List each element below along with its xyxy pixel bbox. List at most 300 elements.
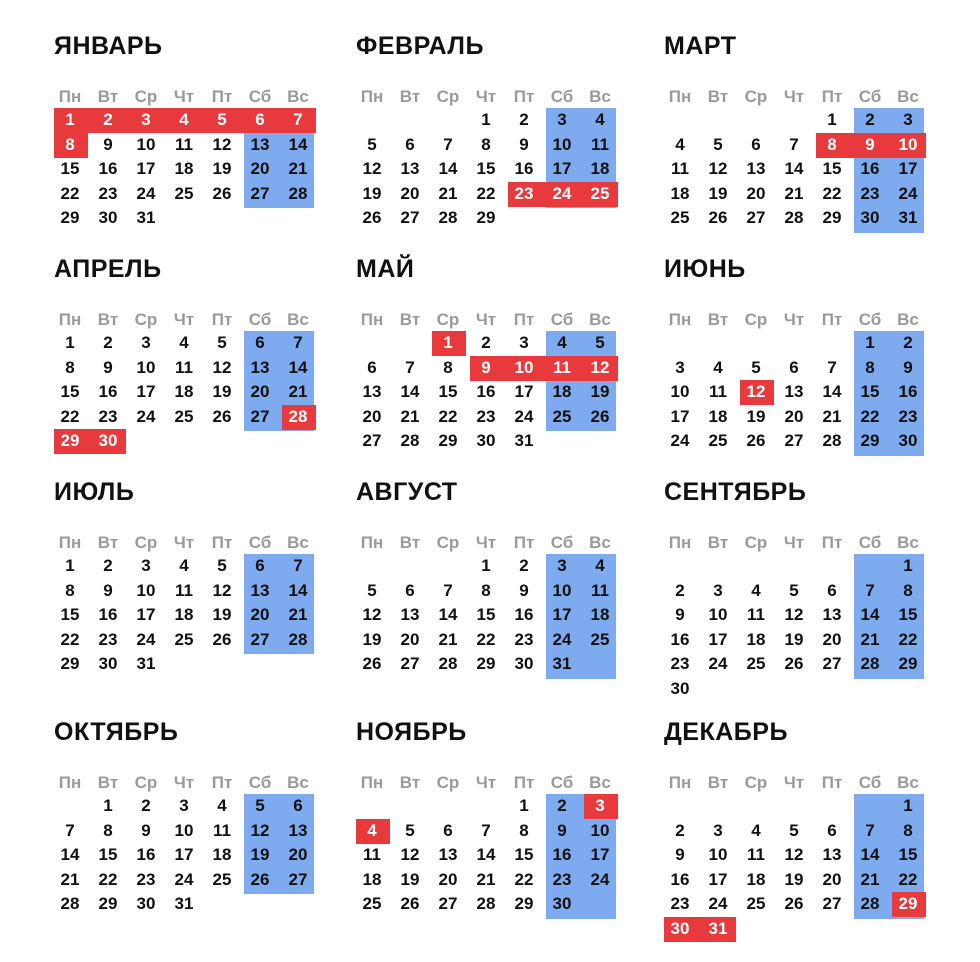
day-cell: 13 bbox=[438, 845, 458, 864]
day-cell: 27 bbox=[746, 208, 766, 227]
day-cell: 28 bbox=[400, 431, 420, 450]
day-cell: 4 bbox=[179, 556, 189, 575]
day-cell: 4 bbox=[595, 110, 605, 129]
weekday-header: Сб bbox=[550, 773, 574, 792]
weekday-header: Ср bbox=[744, 773, 768, 792]
day-cell: 16 bbox=[136, 845, 156, 864]
day-cell: 2 bbox=[557, 796, 567, 815]
day-cell: 11 bbox=[553, 357, 571, 377]
day-cell: 6 bbox=[255, 333, 265, 352]
month-grid bbox=[54, 87, 316, 262]
day-cell: 18 bbox=[552, 382, 572, 401]
day-cell: 13 bbox=[362, 382, 382, 401]
day-cell: 17 bbox=[708, 869, 728, 889]
day-cell: 11 bbox=[709, 382, 727, 401]
month-grid bbox=[664, 773, 926, 948]
month-title: ИЮНЬ bbox=[664, 255, 746, 283]
weekday-header: Пн bbox=[360, 87, 384, 106]
day-cell: 24 bbox=[174, 869, 194, 889]
weekday-header: Чт bbox=[475, 310, 497, 329]
day-cell: 31 bbox=[136, 654, 156, 673]
day-cell: 18 bbox=[746, 869, 766, 889]
day-cell: 13 bbox=[250, 134, 270, 154]
weekday-header: Сб bbox=[248, 533, 272, 552]
weekday-header: Пт bbox=[513, 773, 535, 792]
month-title: ЯНВАРЬ bbox=[54, 32, 163, 60]
day-cell: 5 bbox=[405, 820, 415, 840]
weekday-header: Чт bbox=[783, 773, 805, 792]
day-cell: 24 bbox=[898, 183, 918, 203]
day-cell: 23 bbox=[860, 183, 880, 203]
day-cell: 20 bbox=[746, 183, 766, 203]
month-8 bbox=[356, 478, 636, 708]
day-cell: 20 bbox=[438, 869, 458, 889]
day-cell: 25 bbox=[174, 629, 194, 649]
weekday-header: Пн bbox=[360, 533, 384, 552]
weekday-header: Ср bbox=[134, 310, 158, 329]
month-2 bbox=[356, 32, 636, 262]
day-cell: 10 bbox=[708, 605, 728, 624]
day-cell: 22 bbox=[60, 406, 80, 426]
day-cell: 12 bbox=[362, 605, 382, 624]
day-cell: 1 bbox=[903, 556, 913, 575]
day-cell: 22 bbox=[898, 629, 918, 649]
day-cell: 21 bbox=[784, 183, 804, 203]
day-cell: 5 bbox=[217, 556, 227, 575]
day-cell: 12 bbox=[250, 820, 270, 840]
day-cell: 21 bbox=[860, 869, 880, 889]
day-cell: 4 bbox=[713, 357, 723, 377]
day-cell: 25 bbox=[362, 894, 382, 913]
day-cell: 7 bbox=[293, 110, 303, 129]
weekday-header: Вс bbox=[589, 87, 611, 106]
day-cell: 10 bbox=[174, 820, 194, 840]
day-cell: 19 bbox=[784, 869, 804, 889]
weekday-header: Вт bbox=[97, 310, 119, 329]
day-cell: 20 bbox=[250, 159, 270, 178]
day-cell: 4 bbox=[751, 580, 761, 600]
day-cell: 4 bbox=[179, 110, 189, 129]
day-cell: 20 bbox=[822, 869, 842, 889]
day-cell: 22 bbox=[476, 183, 496, 203]
month-grid bbox=[356, 533, 618, 708]
day-cell: 9 bbox=[675, 845, 685, 864]
day-cell: 29 bbox=[60, 431, 80, 450]
day-cell: 5 bbox=[751, 357, 761, 377]
day-cell: 29 bbox=[60, 654, 80, 673]
day-cell: 14 bbox=[288, 134, 308, 154]
weekday-header: Ср bbox=[744, 533, 768, 552]
month-4 bbox=[54, 255, 334, 485]
month-title: МАЙ bbox=[356, 255, 415, 283]
day-cell: 9 bbox=[865, 134, 875, 154]
day-cell: 9 bbox=[519, 580, 529, 600]
day-cell: 25 bbox=[590, 629, 610, 649]
day-cell: 28 bbox=[60, 894, 80, 913]
day-cell: 8 bbox=[65, 357, 75, 377]
day-cell: 4 bbox=[179, 333, 189, 352]
day-cell: 26 bbox=[212, 183, 232, 203]
day-cell: 28 bbox=[860, 654, 880, 673]
day-cell: 12 bbox=[362, 159, 382, 178]
day-cell: 17 bbox=[136, 605, 156, 624]
day-cell: 7 bbox=[481, 820, 491, 840]
day-cell: 14 bbox=[784, 159, 804, 178]
day-cell: 11 bbox=[175, 357, 193, 377]
day-cell: 18 bbox=[362, 869, 382, 889]
day-cell: 15 bbox=[514, 845, 534, 864]
day-cell: 8 bbox=[827, 134, 837, 154]
day-cell: 26 bbox=[362, 208, 382, 227]
day-cell: 9 bbox=[903, 357, 913, 377]
day-cell: 9 bbox=[141, 820, 151, 840]
day-cell: 12 bbox=[746, 382, 766, 401]
month-grid bbox=[664, 87, 926, 262]
day-cell: 30 bbox=[670, 678, 690, 698]
weekday-header: Вт bbox=[399, 310, 421, 329]
day-cell: 6 bbox=[751, 134, 761, 154]
day-cell: 3 bbox=[519, 333, 529, 352]
weekday-header: Пт bbox=[513, 533, 535, 552]
day-cell: 8 bbox=[481, 134, 491, 154]
day-cell: 16 bbox=[514, 159, 534, 178]
day-cell: 28 bbox=[438, 654, 458, 673]
day-cell: 20 bbox=[250, 605, 270, 624]
day-cell: 22 bbox=[60, 629, 80, 649]
day-cell: 31 bbox=[552, 654, 572, 673]
month-title: ОКТЯБРЬ bbox=[54, 718, 179, 746]
day-cell: 20 bbox=[822, 629, 842, 649]
weekday-header: Пт bbox=[211, 773, 233, 792]
day-cell: 18 bbox=[174, 605, 194, 624]
day-cell: 7 bbox=[443, 134, 453, 154]
day-cell: 8 bbox=[103, 820, 113, 840]
day-cell: 2 bbox=[481, 333, 491, 352]
day-cell: 16 bbox=[670, 629, 690, 649]
day-cell: 6 bbox=[293, 796, 303, 815]
day-cell: 12 bbox=[708, 159, 728, 178]
day-cell: 22 bbox=[98, 869, 118, 889]
day-cell: 8 bbox=[865, 357, 875, 377]
day-cell: 15 bbox=[860, 382, 880, 401]
day-cell: 27 bbox=[288, 869, 308, 889]
day-cell: 22 bbox=[514, 869, 534, 889]
day-cell: 21 bbox=[822, 406, 842, 426]
day-cell: 9 bbox=[519, 134, 529, 154]
day-cell: 6 bbox=[255, 110, 265, 129]
day-cell: 2 bbox=[675, 580, 685, 600]
month-grid bbox=[356, 773, 618, 948]
day-cell: 24 bbox=[136, 629, 156, 649]
weekday-header: Вт bbox=[97, 533, 119, 552]
day-cell: 19 bbox=[590, 382, 610, 401]
month-grid bbox=[664, 533, 926, 708]
month-grid bbox=[356, 87, 618, 262]
day-cell: 6 bbox=[405, 580, 415, 600]
day-cell: 30 bbox=[98, 654, 118, 673]
day-cell: 15 bbox=[60, 605, 80, 624]
weekday-header: Вт bbox=[707, 87, 729, 106]
day-cell: 10 bbox=[514, 357, 534, 377]
day-cell: 20 bbox=[784, 406, 804, 426]
day-cell: 16 bbox=[552, 845, 572, 864]
month-title: ФЕВРАЛЬ bbox=[356, 32, 484, 60]
day-cell: 28 bbox=[860, 894, 880, 913]
weekday-header: Вт bbox=[97, 87, 119, 106]
day-cell: 3 bbox=[713, 820, 723, 840]
day-cell: 10 bbox=[552, 134, 572, 154]
weekday-header: Ср bbox=[744, 310, 768, 329]
weekday-header: Вс bbox=[287, 773, 309, 792]
day-cell: 25 bbox=[174, 183, 194, 203]
day-cell: 8 bbox=[519, 820, 529, 840]
day-cell: 24 bbox=[670, 431, 690, 450]
weekday-header: Пт bbox=[821, 533, 843, 552]
weekday-header: Чт bbox=[173, 773, 195, 792]
day-cell: 17 bbox=[590, 845, 610, 864]
day-cell: 5 bbox=[595, 333, 605, 352]
month-5 bbox=[356, 255, 636, 485]
weekday-header: Пн bbox=[58, 773, 82, 792]
month-grid bbox=[54, 773, 316, 948]
day-cell: 1 bbox=[903, 796, 913, 815]
day-cell: 21 bbox=[288, 605, 308, 624]
day-cell: 20 bbox=[400, 629, 420, 649]
day-cell: 24 bbox=[136, 406, 156, 426]
day-cell: 27 bbox=[822, 894, 842, 913]
day-cell: 30 bbox=[476, 431, 496, 450]
day-cell: 26 bbox=[212, 629, 232, 649]
month-10 bbox=[54, 718, 334, 948]
month-9 bbox=[664, 478, 944, 708]
day-cell: 16 bbox=[98, 605, 118, 624]
day-cell: 4 bbox=[595, 556, 605, 575]
day-cell: 17 bbox=[552, 605, 572, 624]
month-6 bbox=[664, 255, 944, 485]
day-cell: 30 bbox=[98, 208, 118, 227]
day-cell: 12 bbox=[400, 845, 420, 864]
day-cell: 15 bbox=[438, 382, 458, 401]
weekday-header: Пт bbox=[211, 87, 233, 106]
day-cell: 13 bbox=[400, 159, 420, 178]
day-cell: 23 bbox=[514, 183, 534, 203]
day-cell: 10 bbox=[708, 845, 728, 864]
month-title: НОЯБРЬ bbox=[356, 718, 467, 746]
day-cell: 14 bbox=[438, 159, 458, 178]
day-cell: 19 bbox=[708, 183, 728, 203]
day-cell: 16 bbox=[670, 869, 690, 889]
day-cell: 12 bbox=[784, 605, 804, 624]
day-cell: 12 bbox=[212, 134, 232, 154]
day-cell: 6 bbox=[255, 556, 265, 575]
day-cell: 25 bbox=[174, 406, 194, 426]
day-cell: 6 bbox=[405, 134, 415, 154]
day-cell: 16 bbox=[860, 159, 880, 178]
day-cell: 23 bbox=[98, 183, 118, 203]
day-cell: 21 bbox=[288, 159, 308, 178]
day-cell: 17 bbox=[898, 159, 918, 178]
weekday-header: Чт bbox=[475, 773, 497, 792]
day-cell: 13 bbox=[250, 357, 270, 377]
day-cell: 10 bbox=[670, 382, 690, 401]
day-cell: 23 bbox=[514, 629, 534, 649]
day-cell: 3 bbox=[179, 796, 189, 815]
day-cell: 27 bbox=[250, 629, 270, 649]
weekday-header: Вт bbox=[399, 87, 421, 106]
weekday-header: Сб bbox=[858, 773, 882, 792]
day-cell: 13 bbox=[746, 159, 766, 178]
day-cell: 17 bbox=[514, 382, 534, 401]
day-cell: 5 bbox=[789, 820, 799, 840]
day-cell: 2 bbox=[103, 333, 113, 352]
day-cell: 9 bbox=[557, 820, 567, 840]
month-grid bbox=[664, 310, 926, 485]
day-cell: 22 bbox=[438, 406, 458, 426]
day-cell: 23 bbox=[670, 894, 690, 913]
day-cell: 15 bbox=[476, 605, 496, 624]
day-cell: 18 bbox=[590, 605, 610, 624]
day-cell: 26 bbox=[590, 406, 610, 426]
day-cell: 19 bbox=[400, 869, 420, 889]
weekday-header: Сб bbox=[858, 533, 882, 552]
day-cell: 18 bbox=[590, 159, 610, 178]
day-cell: 4 bbox=[557, 333, 567, 352]
day-cell: 1 bbox=[65, 333, 75, 352]
day-cell: 5 bbox=[367, 134, 377, 154]
day-cell: 3 bbox=[713, 580, 723, 600]
day-cell: 29 bbox=[476, 208, 496, 227]
day-cell: 31 bbox=[898, 208, 918, 227]
day-cell: 4 bbox=[675, 134, 685, 154]
weekday-header: Ср bbox=[134, 773, 158, 792]
day-cell: 14 bbox=[438, 605, 458, 624]
weekday-header: Пт bbox=[821, 773, 843, 792]
day-cell: 3 bbox=[557, 110, 567, 129]
day-cell: 17 bbox=[552, 159, 572, 178]
day-cell: 27 bbox=[822, 654, 842, 673]
day-cell: 28 bbox=[288, 406, 308, 426]
day-cell: 26 bbox=[784, 654, 804, 673]
day-cell: 26 bbox=[212, 406, 232, 426]
day-cell: 5 bbox=[367, 580, 377, 600]
day-cell: 1 bbox=[103, 796, 113, 815]
day-cell: 15 bbox=[98, 845, 118, 864]
day-cell: 6 bbox=[827, 580, 837, 600]
day-cell: 9 bbox=[103, 357, 113, 377]
day-cell: 20 bbox=[250, 382, 270, 401]
day-cell: 15 bbox=[476, 159, 496, 178]
day-cell: 5 bbox=[789, 580, 799, 600]
day-cell: 31 bbox=[174, 894, 194, 913]
day-cell: 10 bbox=[136, 580, 156, 600]
day-cell: 29 bbox=[822, 208, 842, 227]
day-cell: 13 bbox=[400, 605, 420, 624]
day-cell: 16 bbox=[98, 382, 118, 401]
day-cell: 19 bbox=[362, 183, 382, 203]
day-cell: 8 bbox=[443, 357, 453, 377]
day-cell: 18 bbox=[670, 183, 690, 203]
day-cell: 8 bbox=[65, 134, 75, 154]
day-cell: 3 bbox=[141, 333, 151, 352]
day-cell: 2 bbox=[103, 110, 113, 129]
day-cell: 14 bbox=[400, 382, 420, 401]
weekday-header: Вс bbox=[589, 310, 611, 329]
day-cell: 14 bbox=[822, 382, 842, 401]
day-cell: 23 bbox=[670, 654, 690, 673]
day-cell: 21 bbox=[438, 183, 458, 203]
day-cell: 24 bbox=[552, 629, 572, 649]
day-cell: 21 bbox=[860, 629, 880, 649]
day-cell: 7 bbox=[293, 333, 303, 352]
month-1 bbox=[54, 32, 334, 262]
weekday-header: Сб bbox=[550, 533, 574, 552]
day-cell: 16 bbox=[898, 382, 918, 401]
day-cell: 10 bbox=[136, 357, 156, 377]
month-3 bbox=[664, 32, 944, 262]
day-cell: 24 bbox=[590, 869, 610, 889]
weekday-header: Чт bbox=[783, 533, 805, 552]
day-cell: 25 bbox=[212, 869, 232, 889]
day-cell: 1 bbox=[443, 333, 453, 352]
day-cell: 14 bbox=[288, 580, 308, 600]
day-cell: 27 bbox=[362, 431, 382, 450]
day-cell: 19 bbox=[250, 845, 270, 864]
weekday-header: Сб bbox=[248, 87, 272, 106]
weekday-header: Сб bbox=[550, 87, 574, 106]
day-cell: 19 bbox=[784, 629, 804, 649]
day-cell: 7 bbox=[65, 820, 75, 840]
day-cell: 22 bbox=[60, 183, 80, 203]
day-cell: 24 bbox=[514, 406, 534, 426]
day-cell: 29 bbox=[514, 894, 534, 913]
day-cell: 6 bbox=[827, 820, 837, 840]
day-cell: 13 bbox=[822, 845, 842, 864]
day-cell: 29 bbox=[898, 654, 918, 673]
day-cell: 29 bbox=[898, 894, 918, 913]
day-cell: 28 bbox=[288, 183, 308, 203]
day-cell: 27 bbox=[784, 431, 804, 450]
month-title: ДЕКАБРЬ bbox=[664, 718, 788, 746]
weekday-header: Пн bbox=[668, 87, 692, 106]
day-cell: 27 bbox=[400, 208, 420, 227]
day-cell: 23 bbox=[476, 406, 496, 426]
day-cell: 19 bbox=[746, 406, 766, 426]
weekday-header: Вс bbox=[897, 773, 919, 792]
day-cell: 7 bbox=[865, 820, 875, 840]
weekday-header: Чт bbox=[783, 87, 805, 106]
day-cell: 15 bbox=[60, 382, 80, 401]
day-cell: 19 bbox=[212, 605, 232, 624]
weekday-header: Чт bbox=[783, 310, 805, 329]
month-title: МАРТ bbox=[664, 32, 737, 60]
day-cell: 29 bbox=[476, 654, 496, 673]
day-cell: 28 bbox=[288, 629, 308, 649]
weekday-header: Сб bbox=[858, 87, 882, 106]
day-cell: 30 bbox=[898, 431, 918, 450]
month-title: ИЮЛЬ bbox=[54, 478, 135, 506]
day-cell: 31 bbox=[514, 431, 534, 450]
month-title: АПРЕЛЬ bbox=[54, 255, 162, 283]
weekday-header: Ср bbox=[436, 87, 460, 106]
weekday-header: Вс bbox=[287, 87, 309, 106]
month-title: СЕНТЯБРЬ bbox=[664, 478, 807, 506]
month-grid bbox=[54, 310, 316, 485]
day-cell: 3 bbox=[595, 796, 605, 815]
day-cell: 24 bbox=[708, 894, 728, 913]
day-cell: 15 bbox=[898, 845, 918, 864]
day-cell: 4 bbox=[751, 820, 761, 840]
day-cell: 30 bbox=[136, 894, 156, 913]
